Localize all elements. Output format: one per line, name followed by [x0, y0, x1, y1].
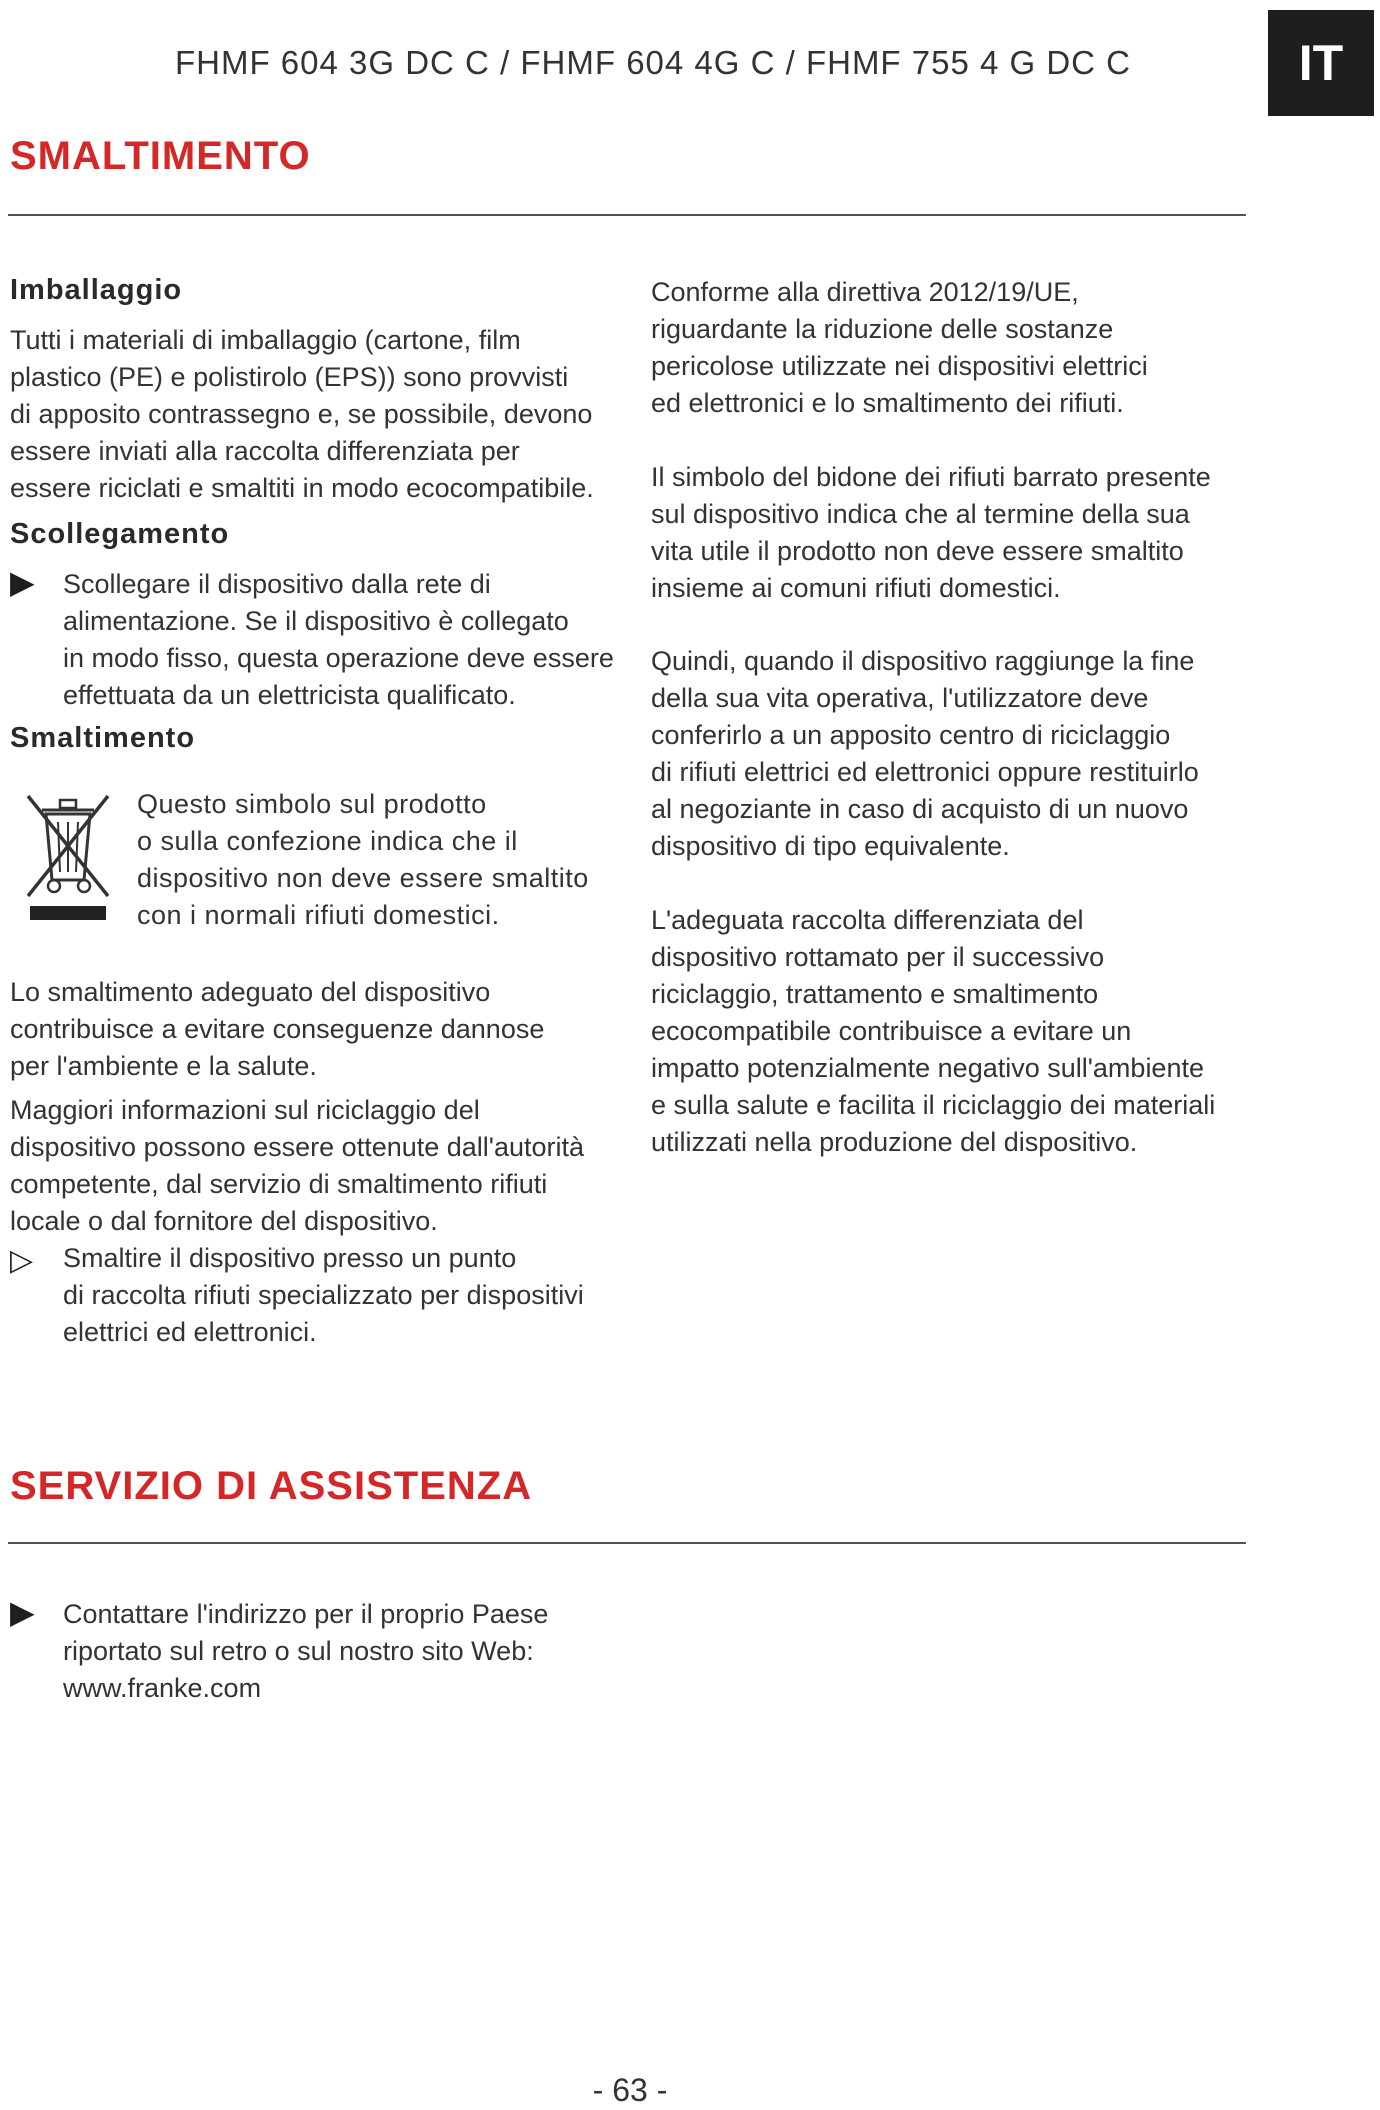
section-divider	[8, 214, 1246, 216]
paragraph-assistenza: Contattare l'indirizzo per il proprio Paese riportato sul retro o sul nostro sito Web: www.franke.com	[63, 1596, 548, 1707]
paragraph-imballaggio: Tutti i materiali di imballaggio (cartone, film plastico (PE) e polistirolo (EPS)) sono provvisti di apposito contrassegno e, se possibile, devono essere inviati alla raccolta differenziata per essere riciclati e smaltiti in modo ecocompatibile.	[10, 325, 594, 503]
language-badge: IT	[1268, 10, 1374, 116]
result-bullet-icon: ▷	[10, 1244, 34, 1277]
crossed-out-wheelie-bin-icon	[24, 788, 112, 924]
document-model-header: FHMF 604 3G DC C / FHMF 604 4G C / FHMF 755 4 G DC C	[175, 44, 1132, 81]
paragraph-raccolta: Smaltire il dispositivo presso un punto di raccolta rifiuti specializzato per dispositivi elettrici ed elettronici.	[63, 1243, 584, 1347]
paragraph-direttiva: Conforme alla direttiva 2012/19/UE, riguardante la riduzione delle sostanze pericolose utilizzate nei dispositivi elettrici ed elettronici e lo smaltimento dei rifiuti.	[651, 277, 1148, 418]
subheading-smaltimento: Smaltimento	[10, 722, 196, 754]
subheading-scollegamento: Scollegamento	[10, 518, 230, 550]
subheading-imballaggio: Imballaggio	[10, 274, 183, 306]
action-bullet-icon: ▶	[10, 564, 35, 600]
website-link[interactable]: www.franke.com	[63, 1673, 262, 1703]
section-title-smaltimento: SMALTIMENTO	[10, 134, 311, 178]
paragraph-raccolta-differenziata: L'adeguata raccolta differenziata del dispositivo rottamato per il successivo riciclaggio, trattamento e smaltimento ecocompatibile contribuisce a evitare un impatto potenzialmente negativo sull'ambiente e sulla salute e facilita il riciclaggio dei materiali utilizzati nella produzione del dispositivo.	[651, 905, 1216, 1157]
paragraph-fine-vita: Quindi, quando il dispositivo raggiunge la fine della sua vita operativa, l'utilizzatore deve conferirlo a un apposito centro di riciclaggio di rifiuti elettrici ed elettronici oppure restituirlo al negoziante in caso di acquisto di un nuovo dispositivo di tipo equivalente.	[651, 646, 1199, 861]
page-number: - 63 -	[592, 2072, 668, 2108]
paragraph-informazioni: Maggiori informazioni sul riciclaggio del dispositivo possono essere ottenute dall'autorità competente, dal servizio di smaltimento rifiuti locale o dal fornitore del dispositivo.	[10, 1095, 585, 1236]
section-title-assistenza: SERVIZIO DI ASSISTENZA	[10, 1464, 533, 1508]
paragraph-smaltimento-adeguato: Lo smaltimento adeguato del dispositivo contribuisce a evitare conseguenze dannose per l'ambiente e la salute.	[10, 977, 545, 1081]
section-divider	[8, 1542, 1246, 1544]
action-bullet-icon: ▶	[10, 1594, 35, 1630]
paragraph-simbolo-bidone: Il simbolo del bidone dei rifiuti barrato presente sul dispositivo indica che al termine della sua vita utile il prodotto non deve essere smaltito insieme ai comuni rifiuti domestici.	[651, 462, 1211, 603]
paragraph-weee-symbol: Questo simbolo sul prodotto o sulla confezione indica che il dispositivo non deve essere smaltito con i normali rifiuti domestici.	[137, 789, 589, 930]
paragraph-scollegamento: Scollegare il dispositivo dalla rete di alimentazione. Se il dispositivo è collegato in modo fisso, questa operazione deve essere effettuata da un elettricista qualificato.	[63, 569, 614, 710]
